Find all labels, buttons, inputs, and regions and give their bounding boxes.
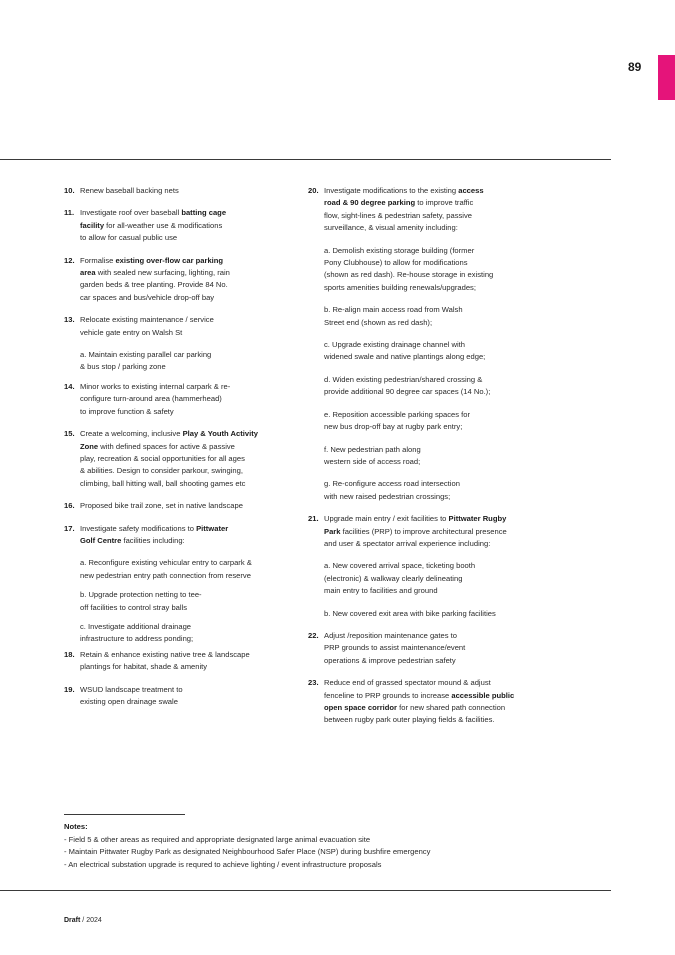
list-item xyxy=(308,677,538,727)
sub-list-item xyxy=(308,444,538,469)
text-line xyxy=(324,478,538,490)
item-text xyxy=(324,444,538,469)
text-line xyxy=(80,453,284,465)
text-run: (electronic) & walkway clearly delineating xyxy=(324,573,463,583)
item-text xyxy=(80,621,284,646)
item-text xyxy=(80,557,284,582)
text-line xyxy=(324,690,538,702)
text-line xyxy=(80,478,284,490)
bold-text: facility xyxy=(80,220,105,230)
text-run: g. Re-configure access road intersection xyxy=(324,479,460,489)
sub-list-item xyxy=(64,349,284,374)
sub-list-item xyxy=(308,560,538,597)
text-run: Adjust /reposition maintenance gates to xyxy=(324,630,457,640)
bold-text: Pittwater Rugby xyxy=(448,514,507,524)
text-run: Upgrade main entry / exit facilities to xyxy=(324,514,449,524)
text-line xyxy=(324,245,538,257)
list-item xyxy=(308,185,538,235)
text-line xyxy=(324,456,538,468)
text-line xyxy=(80,314,284,326)
text-run: WSUD landscape treatment to xyxy=(80,684,183,694)
footer xyxy=(64,916,102,926)
text-run: & bus stop / parking zone xyxy=(80,362,166,372)
text-run: Street end (shown as red dash); xyxy=(324,317,433,327)
text-run: garden beds & tree planting. Provide 84 No. xyxy=(80,280,228,290)
item-text xyxy=(324,677,538,727)
text-line xyxy=(80,535,284,547)
text-line xyxy=(324,655,538,667)
text-run: Reduce end of grassed spectator mound & adjust xyxy=(324,678,491,688)
text-line xyxy=(80,649,284,661)
text-line xyxy=(324,185,538,197)
list-item xyxy=(64,523,284,548)
text-line xyxy=(324,526,538,538)
item-text xyxy=(324,374,538,399)
text-run: new pedestrian entry path connection from reserve xyxy=(80,570,251,580)
text-line xyxy=(80,428,284,440)
bold-text: Play & Youth Activity xyxy=(182,429,258,439)
text-run: a. New covered arrival space, ticketing booth xyxy=(324,561,476,571)
sub-list-item xyxy=(308,245,538,295)
sub-list-item xyxy=(308,409,538,434)
footer-separator: / xyxy=(80,917,87,924)
item-text xyxy=(80,428,284,490)
text-run: PRP grounds to assist maintenance/event xyxy=(324,643,466,653)
text-line xyxy=(80,633,284,645)
text-line xyxy=(80,381,284,393)
text-run: and user & spectator arrival experience including: xyxy=(324,538,491,548)
right-column xyxy=(308,185,538,727)
page-accent-tab xyxy=(658,55,675,100)
text-line xyxy=(324,269,538,281)
item-number: 20. xyxy=(308,186,319,195)
text-line xyxy=(80,267,284,279)
sub-list-item xyxy=(308,339,538,364)
text-run: e. Reposition accessible parking spaces for xyxy=(324,409,471,419)
text-line xyxy=(80,465,284,477)
list-item xyxy=(64,255,284,305)
top-divider xyxy=(0,159,611,160)
text-line xyxy=(80,523,284,535)
text-run: off facilities to control stray balls xyxy=(80,602,188,612)
text-line xyxy=(324,257,538,269)
text-run: with new raised pedestrian crossings; xyxy=(324,491,451,501)
item-text xyxy=(324,513,538,550)
bold-text: area xyxy=(80,268,96,278)
text-run: provide additional 90 degree car spaces (14 No.); xyxy=(324,387,491,397)
text-run: operations & improve pedestrian safety xyxy=(324,655,456,665)
sub-list-item xyxy=(64,589,284,614)
text-line xyxy=(324,642,538,654)
item-number: 16. xyxy=(64,501,75,511)
text-run: b. Re-align main access road from Walsh xyxy=(324,305,463,315)
text-line xyxy=(324,585,538,597)
text-line xyxy=(80,406,284,418)
text-run: Formalise xyxy=(80,255,116,265)
text-line xyxy=(80,232,284,244)
text-run: Relocate existing maintenance / service xyxy=(80,315,214,325)
footer-draft-label: Draft xyxy=(64,917,81,924)
text-run: Pony Clubhouse) to allow for modifications xyxy=(324,258,468,268)
text-line xyxy=(324,444,538,456)
text-run: Retain & enhance existing native tree & landscape xyxy=(80,649,250,659)
text-run: with defined spaces for active & passive xyxy=(98,441,235,451)
text-line xyxy=(324,351,538,363)
text-run: car spaces and bus/vehicle drop-off bay xyxy=(80,292,215,302)
text-run: c. Upgrade existing drainage channel with xyxy=(324,340,465,350)
bold-text: existing over-flow car parking xyxy=(115,255,224,265)
text-run: main entry to facilities and ground xyxy=(324,586,438,596)
item-text xyxy=(324,478,538,503)
item-text xyxy=(324,185,538,235)
text-line xyxy=(324,538,538,550)
text-run: to improve traffic xyxy=(415,198,474,208)
bold-text: Golf Centre xyxy=(80,535,122,545)
text-run: facilities including: xyxy=(121,535,185,545)
bold-text: Pittwater xyxy=(196,523,229,533)
item-number: 23. xyxy=(308,678,319,688)
text-run: sports amenities building renewals/upgrades; xyxy=(324,282,476,292)
item-text xyxy=(80,381,284,418)
text-line xyxy=(324,677,538,689)
text-run: configure turn-around area (hammerhead) xyxy=(80,394,222,404)
text-line xyxy=(80,292,284,304)
text-run: infrastructure to address ponding; xyxy=(80,634,194,644)
text-run: play, recreation & social opportunities for all ages xyxy=(80,453,245,463)
sub-list-item xyxy=(308,304,538,329)
text-line xyxy=(80,327,284,339)
text-run: to allow for casual public use xyxy=(80,233,178,243)
text-line xyxy=(80,602,284,614)
list-item xyxy=(308,630,538,667)
item-number: 19. xyxy=(64,684,75,694)
page-number: 89 xyxy=(628,60,642,74)
footer-year: 2024 xyxy=(86,917,102,924)
bold-text: batting cage xyxy=(181,208,227,218)
text-run: a. Maintain existing parallel car parking xyxy=(80,350,212,360)
bold-text: open space corridor xyxy=(324,703,398,712)
list-item xyxy=(64,381,284,418)
item-text xyxy=(324,608,538,620)
text-run: facilities (PRP) to improve architectural presence xyxy=(340,526,507,536)
text-run: a. Demolish existing storage building (former xyxy=(324,245,475,255)
text-run: & abilities. Design to consider parkour, swinging, xyxy=(80,466,243,476)
sub-list-item xyxy=(308,478,538,503)
text-run: flow, sight-lines & pedestrian safety, passive xyxy=(324,210,473,220)
item-number: 13. xyxy=(64,315,75,325)
item-text xyxy=(80,523,284,548)
note-item: - Maintain Pittwater Rugby Park as designated Neighbourhood Safer Place (NSP) during bushfire emergency xyxy=(64,847,431,857)
text-line xyxy=(80,441,284,453)
text-line xyxy=(80,557,284,569)
text-run: Investigate modifications to the existing xyxy=(324,186,459,195)
item-text xyxy=(80,255,284,305)
text-line xyxy=(324,513,538,525)
item-text xyxy=(80,649,284,674)
text-run: f. New pedestrian path along xyxy=(324,444,421,454)
text-line xyxy=(324,210,538,222)
list-item xyxy=(308,513,538,550)
text-line xyxy=(80,684,284,696)
list-item xyxy=(64,207,284,244)
list-item xyxy=(64,314,284,339)
text-line xyxy=(324,714,538,726)
text-run: fenceline to PRP grounds to increase xyxy=(324,690,452,700)
text-run: for all-weather use & modifications xyxy=(104,220,223,230)
text-line xyxy=(324,702,538,714)
item-number: 12. xyxy=(64,255,75,265)
item-number: 14. xyxy=(64,381,75,391)
notes-title: Notes: xyxy=(64,822,88,831)
text-line xyxy=(324,282,538,294)
text-run: vehicle gate entry on Walsh St xyxy=(80,327,183,337)
text-run: to improve function & safety xyxy=(80,406,174,416)
text-line xyxy=(324,304,538,316)
text-line xyxy=(80,207,284,219)
bold-text: road & 90 degree parking xyxy=(324,198,416,208)
text-line xyxy=(324,197,538,209)
text-run: for new shared path connection xyxy=(397,703,506,712)
list-item xyxy=(64,185,284,197)
text-run: b. New covered exit area with bike parking facilities xyxy=(324,608,496,618)
text-line xyxy=(80,570,284,582)
sub-list-item xyxy=(308,374,538,399)
text-run: c. Investigate additional drainage xyxy=(80,621,192,631)
note-item: - Field 5 & other areas as required and appropriate designated large animal evacuation site xyxy=(64,834,371,844)
text-line xyxy=(80,661,284,673)
text-run: between rugby park outer playing fields & facilities. xyxy=(324,715,495,725)
text-run: surveillance, & visual amenity including: xyxy=(324,223,458,233)
text-line xyxy=(80,220,284,232)
item-text xyxy=(324,560,538,597)
item-number: 10. xyxy=(64,186,75,195)
item-text xyxy=(80,207,284,244)
item-number: 21. xyxy=(308,514,319,524)
text-line xyxy=(324,630,538,642)
text-line xyxy=(80,696,284,708)
left-column xyxy=(64,185,284,708)
notes-section xyxy=(64,821,584,871)
list-item xyxy=(64,684,284,709)
text-line xyxy=(80,393,284,405)
bold-text: access xyxy=(458,186,484,195)
bold-text: accessible public xyxy=(451,690,515,700)
text-run: b. Upgrade protection netting to tee- xyxy=(80,590,202,600)
text-line xyxy=(324,573,538,585)
text-run: Renew baseball backing nets xyxy=(80,186,179,195)
text-line xyxy=(324,409,538,421)
text-line xyxy=(324,560,538,572)
item-text xyxy=(324,409,538,434)
item-text xyxy=(324,339,538,364)
text-run: d. Widen existing pedestrian/shared crossing & xyxy=(324,374,483,384)
text-run: climbing, ball hitting wall, ball shooting games etc xyxy=(80,478,246,488)
text-run: existing open drainage swale xyxy=(80,697,178,706)
text-line xyxy=(80,500,284,512)
text-run: Investigate roof over baseball xyxy=(80,208,182,218)
item-number: 22. xyxy=(308,630,319,640)
text-line xyxy=(324,608,538,620)
note-item: - An electrical substation upgrade is requred to achieve lighting / event infrastructure proposals xyxy=(64,859,382,869)
text-run: Proposed bike trail zone, set in native landscape xyxy=(80,501,243,511)
item-number: 18. xyxy=(64,649,75,659)
item-text xyxy=(80,185,284,197)
text-run: Create a welcoming, inclusive xyxy=(80,429,183,439)
text-line xyxy=(324,491,538,503)
text-line xyxy=(324,222,538,234)
list-item xyxy=(64,428,284,490)
text-run: western side of access road; xyxy=(324,456,421,466)
item-text xyxy=(80,589,284,614)
item-text xyxy=(80,349,284,374)
text-line xyxy=(80,349,284,361)
sub-list-item xyxy=(308,608,538,620)
text-line xyxy=(80,361,284,373)
item-number: 17. xyxy=(64,523,75,533)
sub-list-item xyxy=(64,557,284,582)
sub-list-item xyxy=(64,621,284,646)
text-line xyxy=(324,421,538,433)
text-line xyxy=(80,621,284,633)
text-run: with sealed new surfacing, lighting, rain xyxy=(95,268,230,278)
text-line xyxy=(324,374,538,386)
text-line xyxy=(324,386,538,398)
text-run: Investigate safety modifications to xyxy=(80,523,197,533)
text-run: (shown as red dash). Re-house storage in existing xyxy=(324,270,494,280)
text-line xyxy=(80,589,284,601)
list-item xyxy=(64,649,284,674)
text-line xyxy=(324,317,538,329)
text-run: a. Reconfigure existing vehicular entry to carpark & xyxy=(80,558,252,568)
item-number: 11. xyxy=(64,208,75,218)
bold-text: Zone xyxy=(80,441,99,451)
text-run: new bus drop-off bay at rugby park entry; xyxy=(324,422,463,432)
item-text xyxy=(324,245,538,295)
bottom-divider xyxy=(0,890,611,891)
list-item xyxy=(64,500,284,512)
text-line xyxy=(80,185,284,197)
item-text xyxy=(80,684,284,709)
item-number: 15. xyxy=(64,429,75,439)
item-text xyxy=(80,314,284,339)
bold-text: Park xyxy=(324,526,341,536)
footnote-divider xyxy=(64,814,185,815)
text-line xyxy=(80,279,284,291)
item-text xyxy=(324,304,538,329)
item-text xyxy=(324,630,538,667)
text-line xyxy=(80,255,284,267)
text-line xyxy=(324,339,538,351)
item-text xyxy=(80,500,284,512)
text-run: plantings for habitat, shade & amenity xyxy=(80,662,208,672)
text-run: widened swale and native plantings along edge; xyxy=(324,352,486,362)
text-run: Minor works to existing internal carpark & re- xyxy=(80,381,231,391)
